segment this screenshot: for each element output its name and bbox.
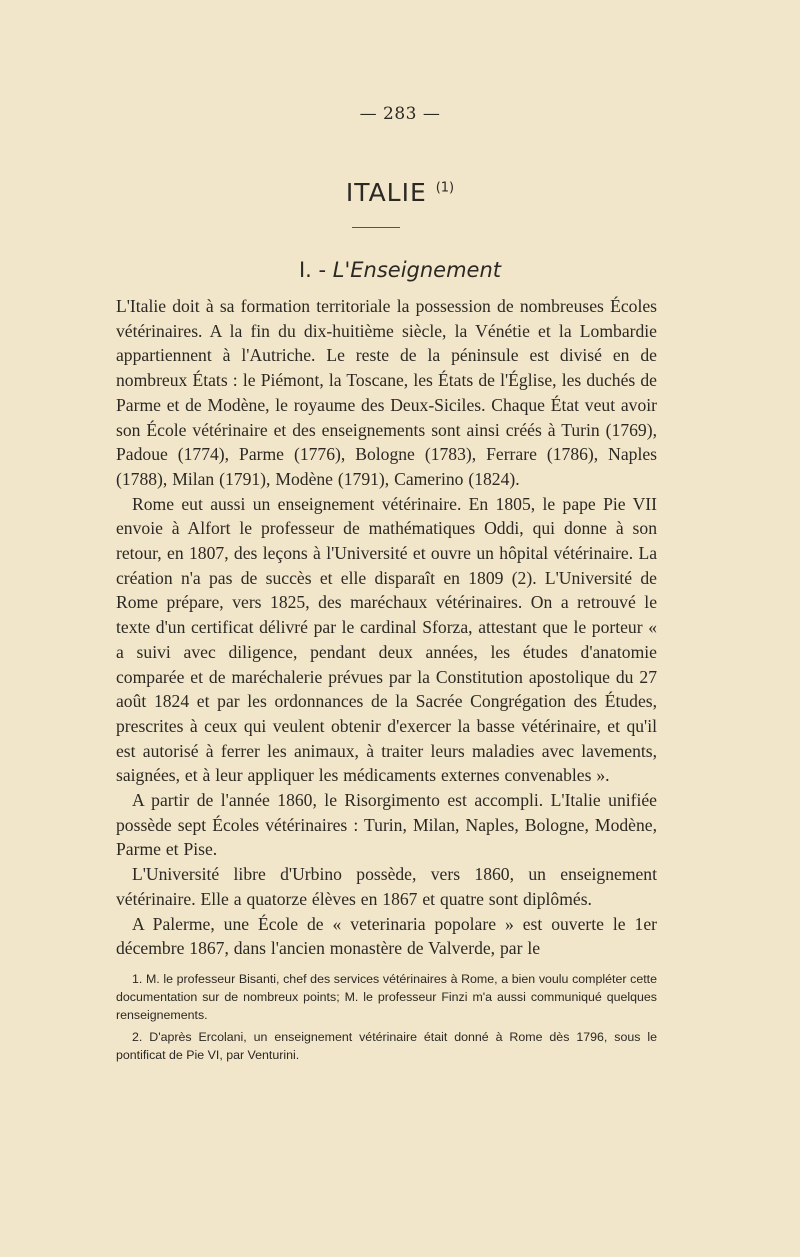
section-title-text: L'Enseignement [332,258,502,282]
paragraph: A Palerme, une École de « veterinaria popolare » est ouverte le 1er décembre 1867, dans l'ancien monastère de Valverde, par le [116,913,657,959]
body-text [116,294,657,961]
chapter-title [0,178,800,207]
section-number: I. - [298,258,327,282]
footnotes [116,970,657,1068]
paragraph: Rome eut aussi un enseignement vétérinaire. En 1805, le pape Pie VII envoie à Alfort le professeur de mathématiques Oddi, qui donne à son retour, en 1807, des leçons à l'Université et ouvre un hôpital vétérinaire. La création n'a pas de succès et elle disparaît en 1809 (2). L'Université de Rome prépare, vers 1825, des maréchaux vétérinaires. On a retrouvé le texte d'un certificat délivré par le cardinal Sforza, attestant que le porteur « a suivi avec diligence, pendant deux années, les études d'anatomie comparée et de maréchalerie prévues par la Constitution apostolique du 27 août 1824 et par les ordonnances de la Sacrée Congrégation des Études, prescrites à ceux qui veulent obtenir d'exercer la basse vétérinaire, et qu'il est autorisé à ferrer les animaux, à traiter leurs maladies avec lavements, saignées, et à leur appliquer les médicaments externes convenables ». [116,493,657,786]
title-divider [352,227,400,228]
paragraph: A partir de l'année 1860, le Risorgimento est accompli. L'Italie unifiée possède sept Écoles vétérinaires : Turin, Milan, Naples, Bologne, Modène, Parme et Pise. [116,790,657,860]
section-heading [0,258,800,282]
page-number: — 283 — [359,104,441,124]
chapter-title-text: ITALIE [345,178,427,207]
paragraph: L'Italie doit à sa formation territoriale la possession de nombreuses Écoles vétérinaires. A la fin du dix-huitième siècle, la Vénétie et la Lombardie appartiennent à l'Autriche. Le reste de la péninsule est divisé en de nombreux États : le Piémont, la Toscane, les États de l'Église, les duchés de Parme et de Modène, le royaume des Deux-Siciles. Chaque État veut avoir son École vétérinaire et des enseignements sont ainsi créés à Turin (1769), Padoue (1774), Parme (1776), Bologne (1783), Ferrare (1786), Naples (1788), Milan (1791), Modène (1791), Camerino (1824). [116,296,657,489]
footnote: 2. D'après Ercolani, un enseignement vétérinaire était donné à Rome dès 1796, sous le pontificat de Pie VI, par Venturini. [116,1030,657,1062]
paragraph: L'Université libre d'Urbino possède, vers 1860, un enseignement vétérinaire. Elle a quatorze élèves en 1867 et quatre sont diplômés. [116,864,657,909]
footnote: 1. M. le professeur Bisanti, chef des services vétérinaires à Rome, a bien voulu compléter cette documentation sur de nombreux points; M. le professeur Finzi m'a aussi communiqué quelques renseignements. [116,972,657,1022]
chapter-note-marker: (1) [435,180,455,196]
